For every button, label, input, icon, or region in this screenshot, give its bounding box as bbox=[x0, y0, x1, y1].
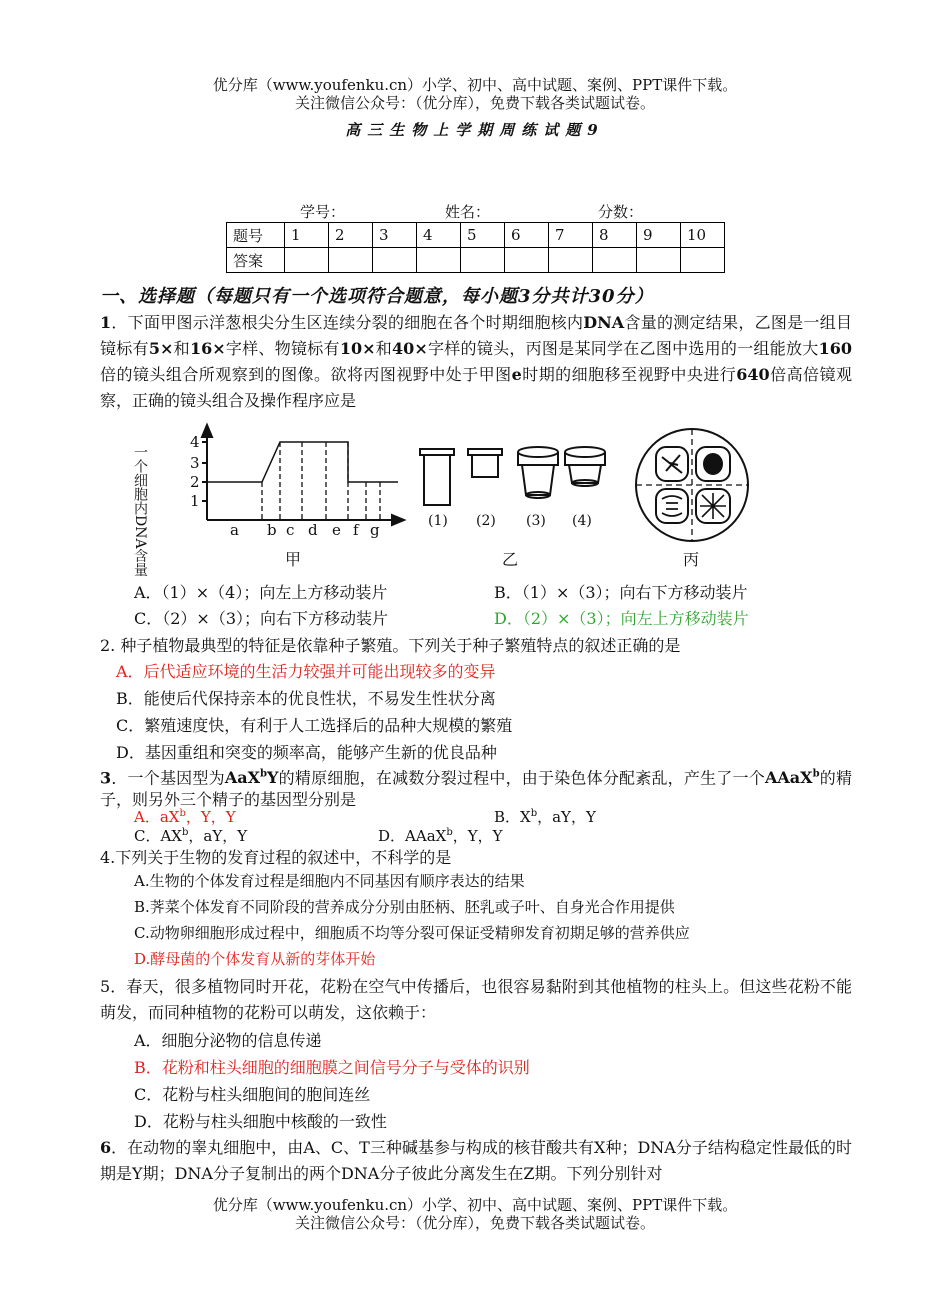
x-tick-label: g bbox=[370, 521, 380, 539]
table-cell: 6 bbox=[505, 223, 549, 248]
q3-number: 3 bbox=[100, 768, 112, 788]
q1-text: 字样的镜头，丙图是某同学在乙图中选用的一组能放大 bbox=[427, 339, 819, 358]
q3-option-b[interactable]: B．$X^b$，aY，Y bbox=[494, 808, 596, 826]
name-label: 姓名： bbox=[445, 203, 491, 221]
table-row bbox=[227, 248, 725, 273]
question-1-stem bbox=[100, 310, 852, 414]
question-3-stem bbox=[100, 764, 852, 811]
eyepiece-2 bbox=[468, 449, 502, 477]
q1-text: 时期的细胞移至视野中央进行 bbox=[521, 365, 737, 384]
table-cell: 10 bbox=[681, 223, 725, 248]
table-cell: 9 bbox=[637, 223, 681, 248]
field-bing bbox=[636, 429, 748, 569]
lens-label: (2) bbox=[476, 513, 496, 529]
x-tick-label: b bbox=[267, 521, 277, 539]
q1-text: 含量的测定结果，乙图是一组目镜标有 bbox=[100, 313, 852, 358]
section-heading: 一、选择题（每题只有一个选项符合题意，每小题3分共计30分） bbox=[100, 286, 654, 307]
lenses-yi bbox=[420, 447, 605, 569]
answer-cell[interactable] bbox=[549, 248, 593, 273]
q1-option-d[interactable]: D．（2）×（3）；向左上方移动装片 bbox=[494, 609, 749, 628]
x-tick-label: e bbox=[332, 521, 341, 539]
q5-option-a[interactable]: A．细胞分泌物的信息传递 bbox=[134, 1031, 322, 1050]
footer-line-2: 关注微信公众号：（优分库），免费下载各类试题试卷。 bbox=[294, 1214, 655, 1232]
table-cell: 1 bbox=[285, 223, 329, 248]
q2-option-d[interactable]: D．基因重组和突变的频率高，能够产生新的优良品种 bbox=[116, 743, 497, 762]
table-cell: 5 bbox=[461, 223, 505, 248]
eyepiece-1 bbox=[420, 449, 454, 505]
q3-genotype: AAaX$^b$ bbox=[764, 768, 820, 788]
q5-option-b[interactable]: B．花粉和柱头细胞的细胞膜之间信号分子与受体的识别 bbox=[134, 1058, 530, 1077]
q1-text: e bbox=[511, 365, 522, 384]
q6-number: 6 bbox=[100, 1138, 112, 1157]
lens-label: (3) bbox=[526, 513, 546, 529]
objective-4 bbox=[565, 447, 605, 486]
q6-text: ．在动物的睾丸细胞中，由A、C、T三种碱基参与构成的核苷酸共有X种；DNA分子结构稳定性最低的时期是Y期；DNA分子复制出的两个DNA分子彼此分离发生在Z期。下列分别针对 bbox=[100, 1138, 852, 1183]
q3-option-d[interactable]: D．AAaX$^b$，Y，Y bbox=[378, 827, 503, 845]
student-no-label: 学号： bbox=[300, 203, 346, 221]
q1-text: DNA bbox=[583, 313, 625, 332]
q1-text: 5× bbox=[148, 339, 174, 358]
y-tick-label: 3 bbox=[190, 454, 200, 472]
x-tick-label: c bbox=[286, 521, 295, 539]
q2-option-c[interactable]: C．繁殖速度快，有利于人工选择后的品种大规模的繁殖 bbox=[116, 716, 513, 735]
footer-line-1: 优分库（www.youfenku.cn）小学、初中、高中试题、案例、PPT课件下载。 bbox=[212, 1196, 738, 1214]
table-cell: 7 bbox=[549, 223, 593, 248]
q1-text: 倍高倍镜观察，正确的镜头组合及操作程序应是 bbox=[100, 365, 852, 410]
label-jia: 甲 bbox=[285, 550, 302, 569]
q4-option-a[interactable]: A.生物的个体发育过程是细胞内不同基因有顺序表达的结果 bbox=[134, 872, 525, 890]
header-line-1: 优分库（www.youfenku.cn）小学、初中、高中试题、案例、PPT课件下载。 bbox=[212, 76, 738, 94]
x-axis-arrow bbox=[392, 515, 404, 525]
x-tick-label: d bbox=[308, 521, 318, 539]
q1-text: 40× bbox=[392, 339, 428, 358]
q3-option-c[interactable]: C．$AX^b$，aY，Y bbox=[134, 827, 248, 845]
answer-cell[interactable] bbox=[505, 248, 549, 273]
q1-text: ．下面甲图示洋葱根尖分生区连续分裂的细胞在各个时期细胞核内 bbox=[111, 313, 584, 332]
q1-text: 16× bbox=[189, 339, 226, 358]
y-tick-label: 4 bbox=[190, 433, 200, 451]
page-title: 高三生物上学期周练试题9 bbox=[345, 121, 605, 139]
lens-label: (1) bbox=[428, 513, 448, 529]
question-2-stem: 2. 种子植物最典型的特征是依靠种子繁殖。下列关于种子繁殖特点的叙述正确的是 bbox=[100, 636, 681, 655]
graph-ylabel: 一个细胞内DNA含量 bbox=[132, 445, 148, 577]
answer-cell[interactable] bbox=[461, 248, 505, 273]
answer-cell[interactable] bbox=[329, 248, 373, 273]
answer-cell[interactable] bbox=[681, 248, 725, 273]
q5-option-c[interactable]: C．花粉与柱头细胞间的胞间连丝 bbox=[134, 1085, 371, 1104]
objective-3 bbox=[518, 447, 558, 498]
answer-cell[interactable] bbox=[373, 248, 417, 273]
table-cell: 8 bbox=[593, 223, 637, 248]
table-row bbox=[227, 223, 725, 248]
question-6-stem bbox=[100, 1135, 852, 1187]
q5-option-d[interactable]: D．花粉与柱头细胞中核酸的一致性 bbox=[134, 1112, 387, 1131]
q1-text: 倍的镜头组合所观察到的图像。欲将丙图视野中处于甲图 bbox=[100, 365, 512, 384]
q1-option-c[interactable]: C．（2）×（3）；向右下方移动装片 bbox=[134, 609, 389, 628]
header-line-2: 关注微信公众号：（优分库），免费下载各类试题试卷。 bbox=[294, 94, 655, 112]
table-cell: 3 bbox=[373, 223, 417, 248]
table-header-cell: 答案 bbox=[227, 248, 285, 273]
table-cell: 2 bbox=[329, 223, 373, 248]
q1-text: 字样、物镜标有 bbox=[225, 339, 340, 358]
q1-figure bbox=[132, 425, 800, 577]
y-axis-arrow bbox=[202, 425, 212, 437]
table-header-cell: 题号 bbox=[227, 223, 285, 248]
score-label: 分数： bbox=[598, 203, 644, 221]
label-yi: 乙 bbox=[502, 550, 519, 569]
q4-option-d[interactable]: D.酵母菌的个体发育从新的芽体开始 bbox=[134, 950, 376, 968]
answer-cell[interactable] bbox=[285, 248, 329, 273]
x-tick-label: f bbox=[353, 521, 359, 539]
q1-text: 160 bbox=[818, 339, 852, 358]
q1-option-a[interactable]: A．（1）×（4）；向左上方移动装片 bbox=[134, 583, 388, 602]
q2-option-b[interactable]: B．能使后代保持亲本的优良性状，不易发生性状分离 bbox=[116, 689, 496, 708]
phase-dividers bbox=[262, 442, 380, 520]
q3-genotype: AaX$^b$Y bbox=[224, 768, 279, 788]
q3-option-a[interactable]: A．$aX^b$，Y，Y bbox=[134, 808, 236, 826]
answer-cell[interactable] bbox=[637, 248, 681, 273]
cell-telophase bbox=[656, 489, 688, 523]
answer-cell[interactable] bbox=[417, 248, 461, 273]
q3-text: ．一个基因型为 bbox=[111, 768, 225, 788]
q3-text: 的精子，则另外三个精子的基因型分别是 bbox=[100, 768, 852, 810]
q1-text: 640 bbox=[736, 365, 770, 384]
q4-option-c[interactable]: C.动物卵细胞形成过程中，细胞质不均等分裂可保证受精卵发育初期足够的营养供应 bbox=[134, 924, 690, 942]
label-bing: 丙 bbox=[683, 550, 700, 569]
lens-label: (4) bbox=[572, 513, 592, 529]
graph-jia bbox=[132, 425, 404, 577]
x-tick-label: a bbox=[230, 521, 239, 539]
q3-text: 的精原细胞，在减数分裂过程中，由于染色体分配紊乱，产生了一个 bbox=[278, 768, 765, 788]
q1-text: 和 bbox=[173, 339, 190, 358]
q1-number: 1 bbox=[100, 313, 112, 332]
answer-cell[interactable] bbox=[593, 248, 637, 273]
q2-option-a[interactable]: A．后代适应环境的生活力较强并可能出现较多的变异 bbox=[116, 662, 496, 681]
q1-text: 和 bbox=[375, 339, 393, 358]
question-4-stem: 4.下列关于生物的发育过程的叙述中，不科学的是 bbox=[100, 848, 452, 867]
y-tick-label: 2 bbox=[190, 473, 200, 491]
q1-option-b[interactable]: B．（1）×（3）；向右下方移动装片 bbox=[494, 583, 748, 602]
q4-option-b[interactable]: B.荠菜个体发育不同阶段的营养成分分别由胚柄、胚乳或子叶、自身光合作用提供 bbox=[134, 898, 675, 916]
question-5-stem: 5．春天，很多植物同时开花，花粉在空气中传播后，也很容易黏附到其他植物的柱头上。但这些花粉不能萌发，而同种植物的花粉可以萌发，这依赖于： bbox=[100, 977, 852, 1022]
q1-text: 10× bbox=[339, 339, 376, 358]
table-cell: 4 bbox=[417, 223, 461, 248]
answer-table bbox=[226, 222, 725, 273]
y-tick-label: 1 bbox=[190, 492, 200, 510]
